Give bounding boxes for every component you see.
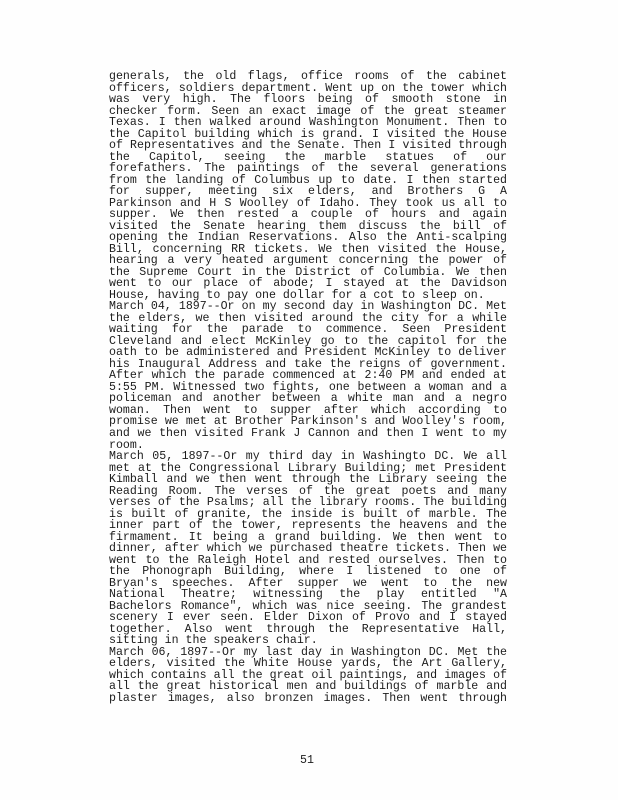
text-line: March 04, 1897--Or on my second day in Washington DC. Met <box>109 300 507 314</box>
text-line: Cleveland and elect McKinley go to the capitol for the <box>109 334 507 348</box>
text-line: the Capitol, seeing the marble statues of our <box>109 150 507 164</box>
text-line: opening the Indian Reservations. Also the Anti-scalping <box>109 231 507 245</box>
text-line: plaster images, also bronzen images. Then went through <box>109 691 507 705</box>
text-line: woman. Then went to supper after which according to <box>109 403 507 417</box>
text-line: firmament. It being a grand building. We then went to <box>109 530 507 544</box>
text-line: the Supreme Court in the District of Columbia. We then <box>109 265 507 279</box>
text-line: Bachelors Romance", which was nice seeing. The grandest <box>109 599 507 613</box>
text-line: generals, the old flags, office rooms of the cabinet <box>109 70 507 83</box>
text-line: checker form. Seen an exact image of the great steamer <box>109 104 507 118</box>
text-line: National Theatre; witnessing the play entitled "A <box>109 588 507 602</box>
text-line: 5:55 PM. Witnessed two fights, one between a woman and a <box>109 380 507 394</box>
text-line: went to the Raleigh Hotel and rested ourselves. Then to <box>109 553 507 567</box>
text-line: Kimball and we then went through the Library seeing the <box>109 473 507 487</box>
text-line: which contains all the great oil paintings, and images of <box>109 668 507 682</box>
text-line: Reading Room. The verses of the great poets and many <box>109 484 507 498</box>
page-number: 51 <box>300 754 314 767</box>
text-line: oath to be administered and President McKinley to deliver <box>109 346 507 360</box>
text-line: March 06, 1897--Or my last day in Washington DC. Met the <box>109 645 507 659</box>
text-line: went to our place of abode; I stayed at the Davidson <box>109 277 507 291</box>
text-line: supper. We then rested a couple of hours and again <box>109 208 507 222</box>
text-line: elders, visited the White House yards, the Art Gallery, <box>109 657 507 671</box>
text-line: Parkinson and H S Woolley of Idaho. They took us all to <box>109 196 507 210</box>
journal-text <box>109 71 507 704</box>
text-line: officers, soldiers department. Went up on the tower which <box>109 81 507 95</box>
text-line: Texas. I then walked around Washington Monument. Then to <box>109 116 507 130</box>
text-line: After which the parade commenced at 2:40 PM and ended at <box>109 369 507 383</box>
text-line: waiting for the parade to commence. Seen President <box>109 323 507 337</box>
text-line: from the landing of Columbus up to date. I then started <box>109 173 507 187</box>
text-line: Bryan's speeches. After supper we went to the new <box>109 576 507 590</box>
text-line: is built of granite, the inside is built of marble. The <box>109 507 507 521</box>
text-line: dinner, after which we purchased theatre tickets. Then we <box>109 542 507 556</box>
text-line: room. <box>109 438 144 452</box>
text-line: scenery I ever seen. Elder Dixon of Provo and I stayed <box>109 611 507 625</box>
text-line: visited the Senate hearing them discuss the bill of <box>109 219 507 233</box>
text-line: all the great historical men and buildings of marble and <box>109 680 507 694</box>
text-line: the Phonograph Building, where I listened to one of <box>109 565 507 579</box>
text-line: hearing a very heated argument concerning the power of <box>109 254 507 268</box>
text-line: was very high. The floors being of smooth stone in <box>109 93 507 107</box>
text-line: inner part of the tower, represents the heavens and the <box>109 519 507 533</box>
text-line: for supper, meeting six elders, and Brothers G A <box>109 185 507 199</box>
text-line: promise we met at Brother Parkinson's and Woolley's room, <box>109 415 507 429</box>
text-line: sitting in the speakers chair. <box>109 634 318 648</box>
text-line: his Inaugural Address and take the reigns of government. <box>109 357 507 371</box>
text-line: met at the Congressional Library Building; met President <box>109 461 507 475</box>
text-line: March 05, 1897--Or my third day in Washingto DC. We all <box>109 450 507 464</box>
text-line: of Representatives and the Senate. Then I visited through <box>109 139 507 153</box>
text-line: verses of the Psalms; all the library rooms. The building <box>109 496 507 510</box>
text-line: policeman and another between a white man and a negro <box>109 392 507 406</box>
text-line: House, having to pay one dollar for a cot to sleep on. <box>109 288 485 302</box>
text-line: the Capitol building which is grand. I visited the House <box>109 127 507 141</box>
text-line: Bill, concerning RR tickets. We then visited the House, <box>109 242 507 256</box>
text-line: together. Also went through the Representative Hall, <box>109 622 507 636</box>
text-line: forefathers. The paintings of the several generations <box>109 162 507 176</box>
text-line: and we then visited Frank J Cannon and then I went to my <box>109 426 507 440</box>
text-line: the elders, we then visited around the city for a while <box>109 311 507 325</box>
